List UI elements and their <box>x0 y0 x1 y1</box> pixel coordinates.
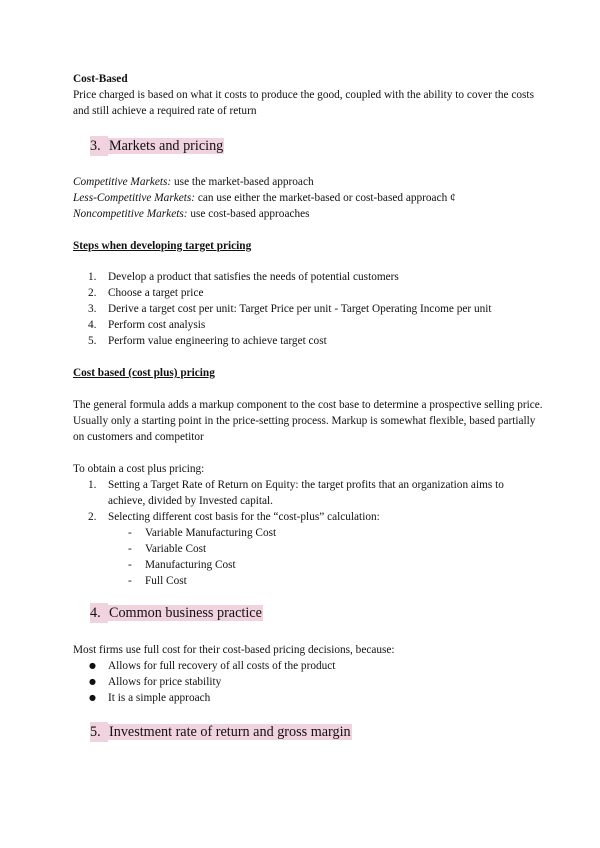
list-number: 1. <box>88 479 97 491</box>
cost-basis-list <box>73 525 543 589</box>
list-text: Choose a target price <box>108 287 204 299</box>
list-number: 3. <box>88 303 97 315</box>
bullet-icon: ● <box>89 661 96 670</box>
list-text: Derive a target cost per unit: Target Price per unit - Target Operating Income per unit <box>108 303 492 315</box>
market-line-less-competitive <box>73 190 543 206</box>
cost-based-paragraph: Price charged is based on what it costs to produce the good, coupled with the ability to cover the costs and still achieve a required rate of return <box>73 89 534 117</box>
steps-list <box>73 269 543 349</box>
list-item <box>73 477 543 509</box>
list-item <box>73 690 543 706</box>
market-line-competitive <box>73 174 543 190</box>
list-text: Allows for price stability <box>108 676 222 688</box>
list-number: 5. <box>88 335 97 347</box>
list-number: 1. <box>88 271 97 283</box>
list-number: 4. <box>88 319 97 331</box>
bullet-icon: ● <box>89 693 96 702</box>
list-number: 2. <box>88 511 97 523</box>
dash-marker: - <box>128 527 132 539</box>
dash-marker: - <box>128 575 132 587</box>
list-text: Allows for full recovery of all costs of the product <box>108 660 336 672</box>
market-text: can use either the market-based or cost-based approach ¢ <box>195 192 456 204</box>
list-text: Variable Cost <box>145 543 207 555</box>
practice-intro: Most firms use full cost for their cost-based pricing decisions, because: <box>73 644 395 656</box>
list-item <box>73 285 543 301</box>
list-text: Selecting different cost basis for the “cost-plus” calculation: <box>108 511 380 523</box>
market-label: Competitive Markets: <box>73 176 172 188</box>
list-item <box>73 301 543 317</box>
market-text: use the market-based approach <box>171 176 314 188</box>
section-4-heading <box>90 603 263 623</box>
cost-plus-title: Cost based (cost plus) pricing <box>73 367 215 379</box>
section-3-number: 3. <box>90 136 108 156</box>
list-number: 2. <box>88 287 97 299</box>
list-text: Perform cost analysis <box>108 319 206 331</box>
list-text: Perform value engineering to achieve target cost <box>108 335 327 347</box>
cost-plus-paragraph: The general formula adds a markup component to the cost base to determine a prospective selling price. Usually only a starting point in the price-setting process. Markup is somewhat flexible, based partially on customers and competitor <box>73 399 543 443</box>
list-text: Manufacturing Cost <box>145 559 236 571</box>
market-line-noncompetitive <box>73 206 543 222</box>
list-item <box>73 674 543 690</box>
list-text: Variable Manufacturing Cost <box>145 527 277 539</box>
dash-marker: - <box>128 559 132 571</box>
steps-title: Steps when developing target pricing <box>73 240 252 252</box>
section-4-title: Common business practice <box>109 605 262 621</box>
section-4-number: 4. <box>90 603 108 623</box>
section-5-heading <box>90 722 352 742</box>
list-text: Develop a product that satisfies the needs of potential customers <box>108 271 399 283</box>
section-5-number: 5. <box>90 722 108 742</box>
market-text: use cost-based approaches <box>187 208 310 220</box>
cost-based-title: Cost-Based <box>73 73 128 85</box>
practice-list <box>73 658 543 706</box>
list-text: It is a simple approach <box>108 692 211 704</box>
list-text: Full Cost <box>145 575 187 587</box>
dash-marker: - <box>128 543 132 555</box>
list-item <box>73 658 543 674</box>
market-label: Noncompetitive Markets: <box>73 208 188 220</box>
list-item <box>73 525 543 541</box>
list-item <box>73 509 543 525</box>
list-item <box>73 557 543 573</box>
section-3-heading <box>90 136 224 156</box>
list-item <box>73 317 543 333</box>
list-item <box>73 541 543 557</box>
bullet-icon: ● <box>89 677 96 686</box>
list-text: Setting a Target Rate of Return on Equity: the target profits that an organization aims to achieve, divided by Invested capital. <box>108 479 504 507</box>
list-item <box>73 573 543 589</box>
obtain-intro: To obtain a cost plus pricing: <box>73 463 205 475</box>
list-item <box>73 333 543 349</box>
list-item <box>73 269 543 285</box>
obtain-list <box>73 477 543 525</box>
market-label: Less-Competitive Markets: <box>73 192 196 204</box>
section-3-title: Markets and pricing <box>109 138 224 154</box>
section-5-title: Investment rate of return and gross margin <box>109 724 351 740</box>
